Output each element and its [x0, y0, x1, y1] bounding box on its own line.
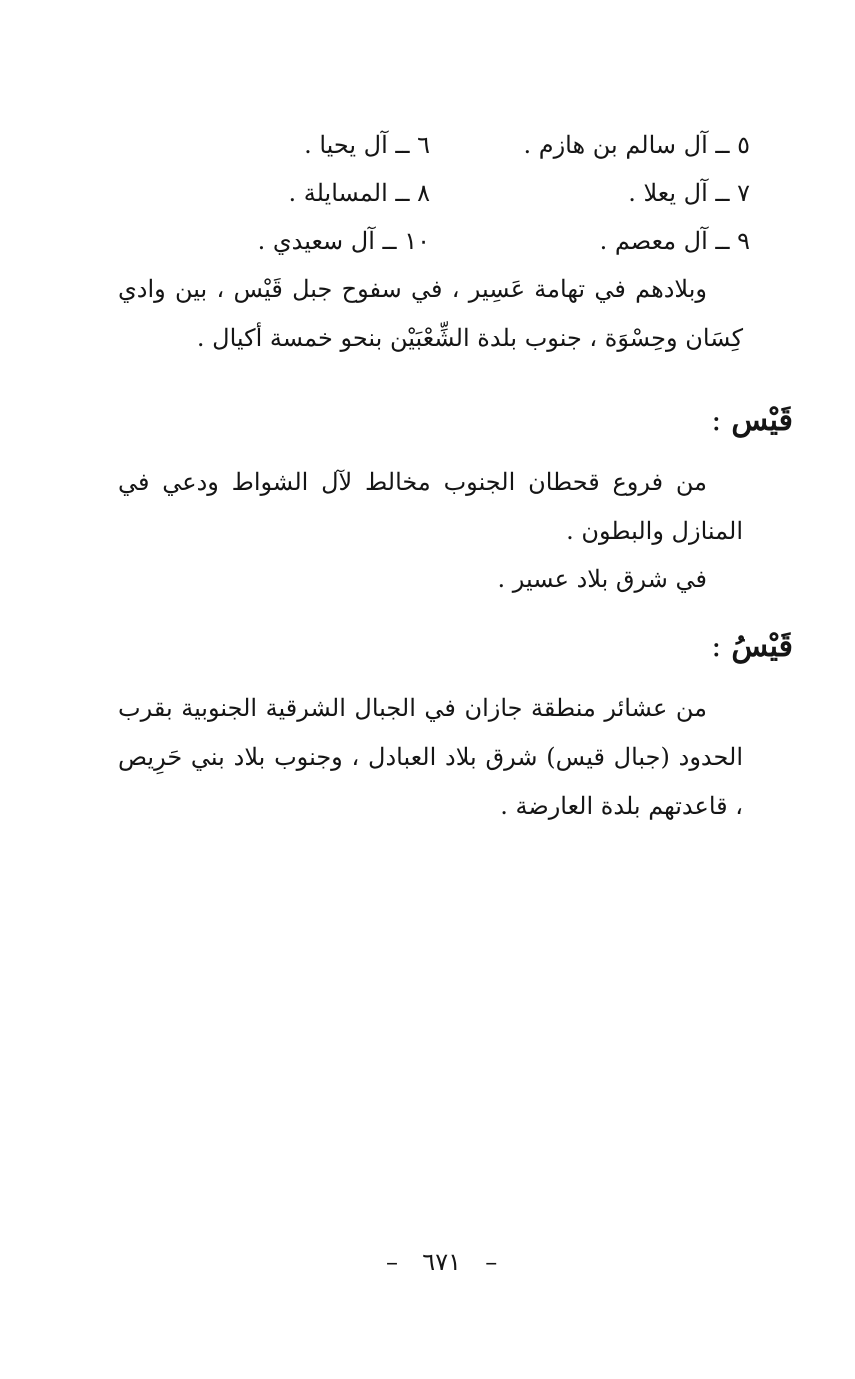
territory-paragraph: وبلادهم في تهامة عَسِير ، في سفوح جبل قَيْس ، بين وادي كِسَان وحِسْوَة ، جنوب بلدة الشِّعْبَيْن بنحو خمسة أكيال . [118, 275, 743, 352]
heading-colon: : [711, 403, 722, 438]
tribe-list-row [110, 217, 750, 265]
entry-paragraph: من عشائر منطقة جازان في الجبال الشرقية الجنوبية بقرب الحدود (جبال قيس) شرق بلاد العبادل ، وجنوب بلاد بني حَرِيص ، قاعدتهم بلدة العارضة . [118, 694, 743, 820]
entry-heading-text: قَيْسُ [731, 629, 793, 664]
heading-colon: : [711, 629, 722, 664]
tribe-list-item: ٩ ــ آل معصم . [599, 227, 750, 255]
entry-heading-text: قَيْس [731, 403, 793, 438]
entry-paragraph: من فروع قحطان الجنوب مخالط لآل الشواط ودعي في المنازل والبطون . [118, 468, 743, 545]
tribe-list-item: ٨ ــ المسايلة . [288, 179, 430, 207]
page-number [380, 1244, 500, 1280]
tribe-list-item: ٥ ــ آل سالم بن هازم . [523, 131, 750, 159]
page-number-dash: – [386, 1248, 398, 1276]
entry-paragraph: في شرق بلاد عسير . [497, 565, 707, 593]
entry-heading [711, 627, 793, 667]
entry-heading [711, 401, 793, 441]
tribe-list-item: ١٠ ــ آل سعيدي . [257, 227, 430, 255]
tribe-list-item: ٧ ــ آل يعلا . [628, 179, 750, 207]
tribe-list-item: ٦ ــ آل يحيا . [304, 131, 430, 159]
page-number-value: ٦٧١ [422, 1248, 461, 1276]
tribe-list-row [110, 169, 750, 217]
page-number-dash: – [485, 1248, 498, 1276]
tribe-list-row [110, 121, 750, 169]
